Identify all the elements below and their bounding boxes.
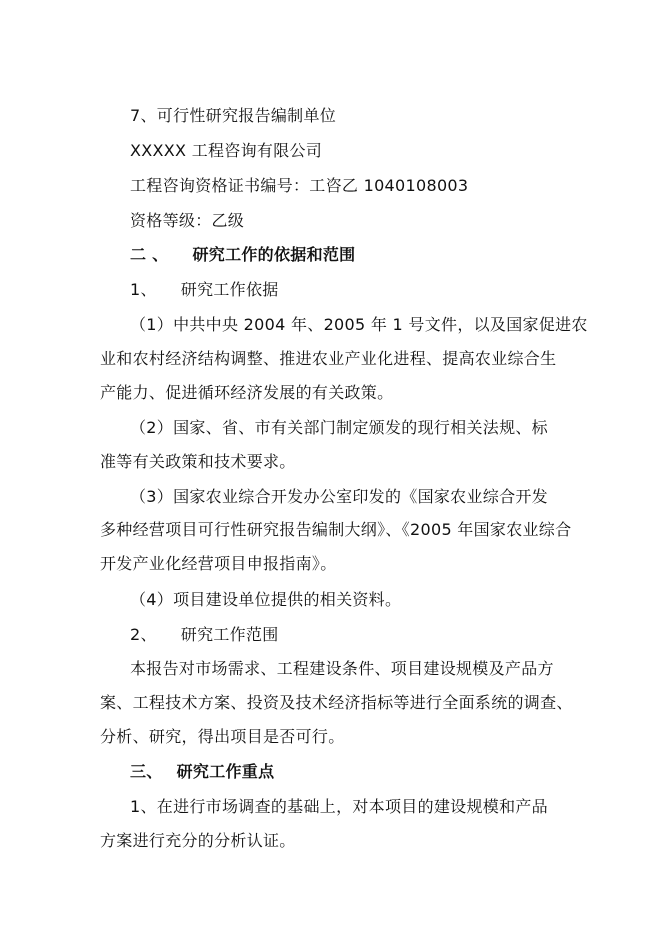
basis-item-3-line-2	[100, 520, 571, 540]
paragraph-text: 本报告对市场需求、工程建设条件、项目建设规模及产品方	[130, 659, 554, 678]
subsection-2-title: 研究工作范围	[180, 625, 279, 644]
subsection-2-number: 2、	[130, 625, 157, 644]
company-name-line	[130, 141, 322, 161]
paragraph-text: 多种经营项目可行性研究报告编制大纲》、《2005 年国家农业综合	[100, 520, 572, 539]
section-2-number: 二 、	[130, 245, 169, 264]
basis-item-2-line-2	[100, 452, 296, 472]
paragraph-text: （4）项目建设单位提供的相关资料。	[130, 590, 402, 609]
paragraph-text: 产能力、促进循环经济发展的有关政策。	[100, 383, 394, 402]
section-7-title: 7、可行性研究报告编制单位	[130, 106, 337, 125]
basis-item-3-line-1	[130, 487, 548, 507]
scope-line-3	[100, 727, 345, 747]
certificate-number-line	[130, 176, 468, 196]
subsection-2-heading	[130, 625, 279, 645]
section-3-number: 三、	[130, 762, 163, 781]
basis-item-1-line-1	[130, 315, 588, 335]
basis-item-4-line-1	[130, 590, 401, 610]
subsection-1-number: 1、	[130, 280, 157, 299]
paragraph-text: （1）中共中央 2004 年、2005 年 1 号文件，以及国家促进农	[130, 315, 588, 334]
section-3-heading	[130, 762, 274, 782]
paragraph-text: 案、工程技术方案、投资及技术经济指标等进行全面系统的调查、	[100, 693, 573, 712]
paragraph-text: 方案进行充分的分析认证。	[100, 831, 296, 850]
paragraph-text: 开发产业化经营项目申报指南》。	[100, 554, 337, 573]
paragraph-text: 准等有关政策和技术要求。	[100, 452, 296, 471]
section-2-title: 研究工作的依据和范围	[192, 245, 356, 264]
basis-item-1-line-2	[100, 349, 556, 369]
paragraph-text: 1、在进行市场调查的基础上，对本项目的建设规模和产品	[130, 797, 548, 816]
section-3-title: 研究工作重点	[176, 762, 275, 781]
company-name: XXXXX 工程咨询有限公司	[130, 141, 323, 160]
section-7-line	[130, 106, 336, 126]
paragraph-text: （2）国家、省、市有关部门制定颁发的现行相关法规、标	[130, 418, 548, 437]
subsection-1-title: 研究工作依据	[180, 280, 279, 299]
basis-item-2-line-1	[130, 418, 548, 438]
qualification-grade-line	[130, 211, 244, 231]
basis-item-1-line-3	[100, 383, 393, 403]
focus-item-1-line-2	[100, 831, 296, 851]
scope-line-2	[100, 693, 573, 713]
focus-item-1-line-1	[130, 797, 548, 817]
paragraph-text: 分析、研究，得出项目是否可行。	[100, 727, 345, 746]
scope-line-1	[130, 659, 554, 679]
subsection-1-heading	[130, 280, 279, 300]
paragraph-text: 业和农村经济结构调整、推进农业产业化进程、提高农业综合生	[100, 349, 557, 368]
section-2-heading	[130, 245, 356, 265]
qualification-grade: 资格等级：乙级	[130, 211, 245, 230]
basis-item-3-line-3	[100, 554, 337, 574]
certificate-number: 工程咨询资格证书编号：工咨乙 1040108003	[130, 176, 469, 195]
paragraph-text: （3）国家农业综合开发办公室印发的《国家农业综合开发	[130, 487, 548, 506]
